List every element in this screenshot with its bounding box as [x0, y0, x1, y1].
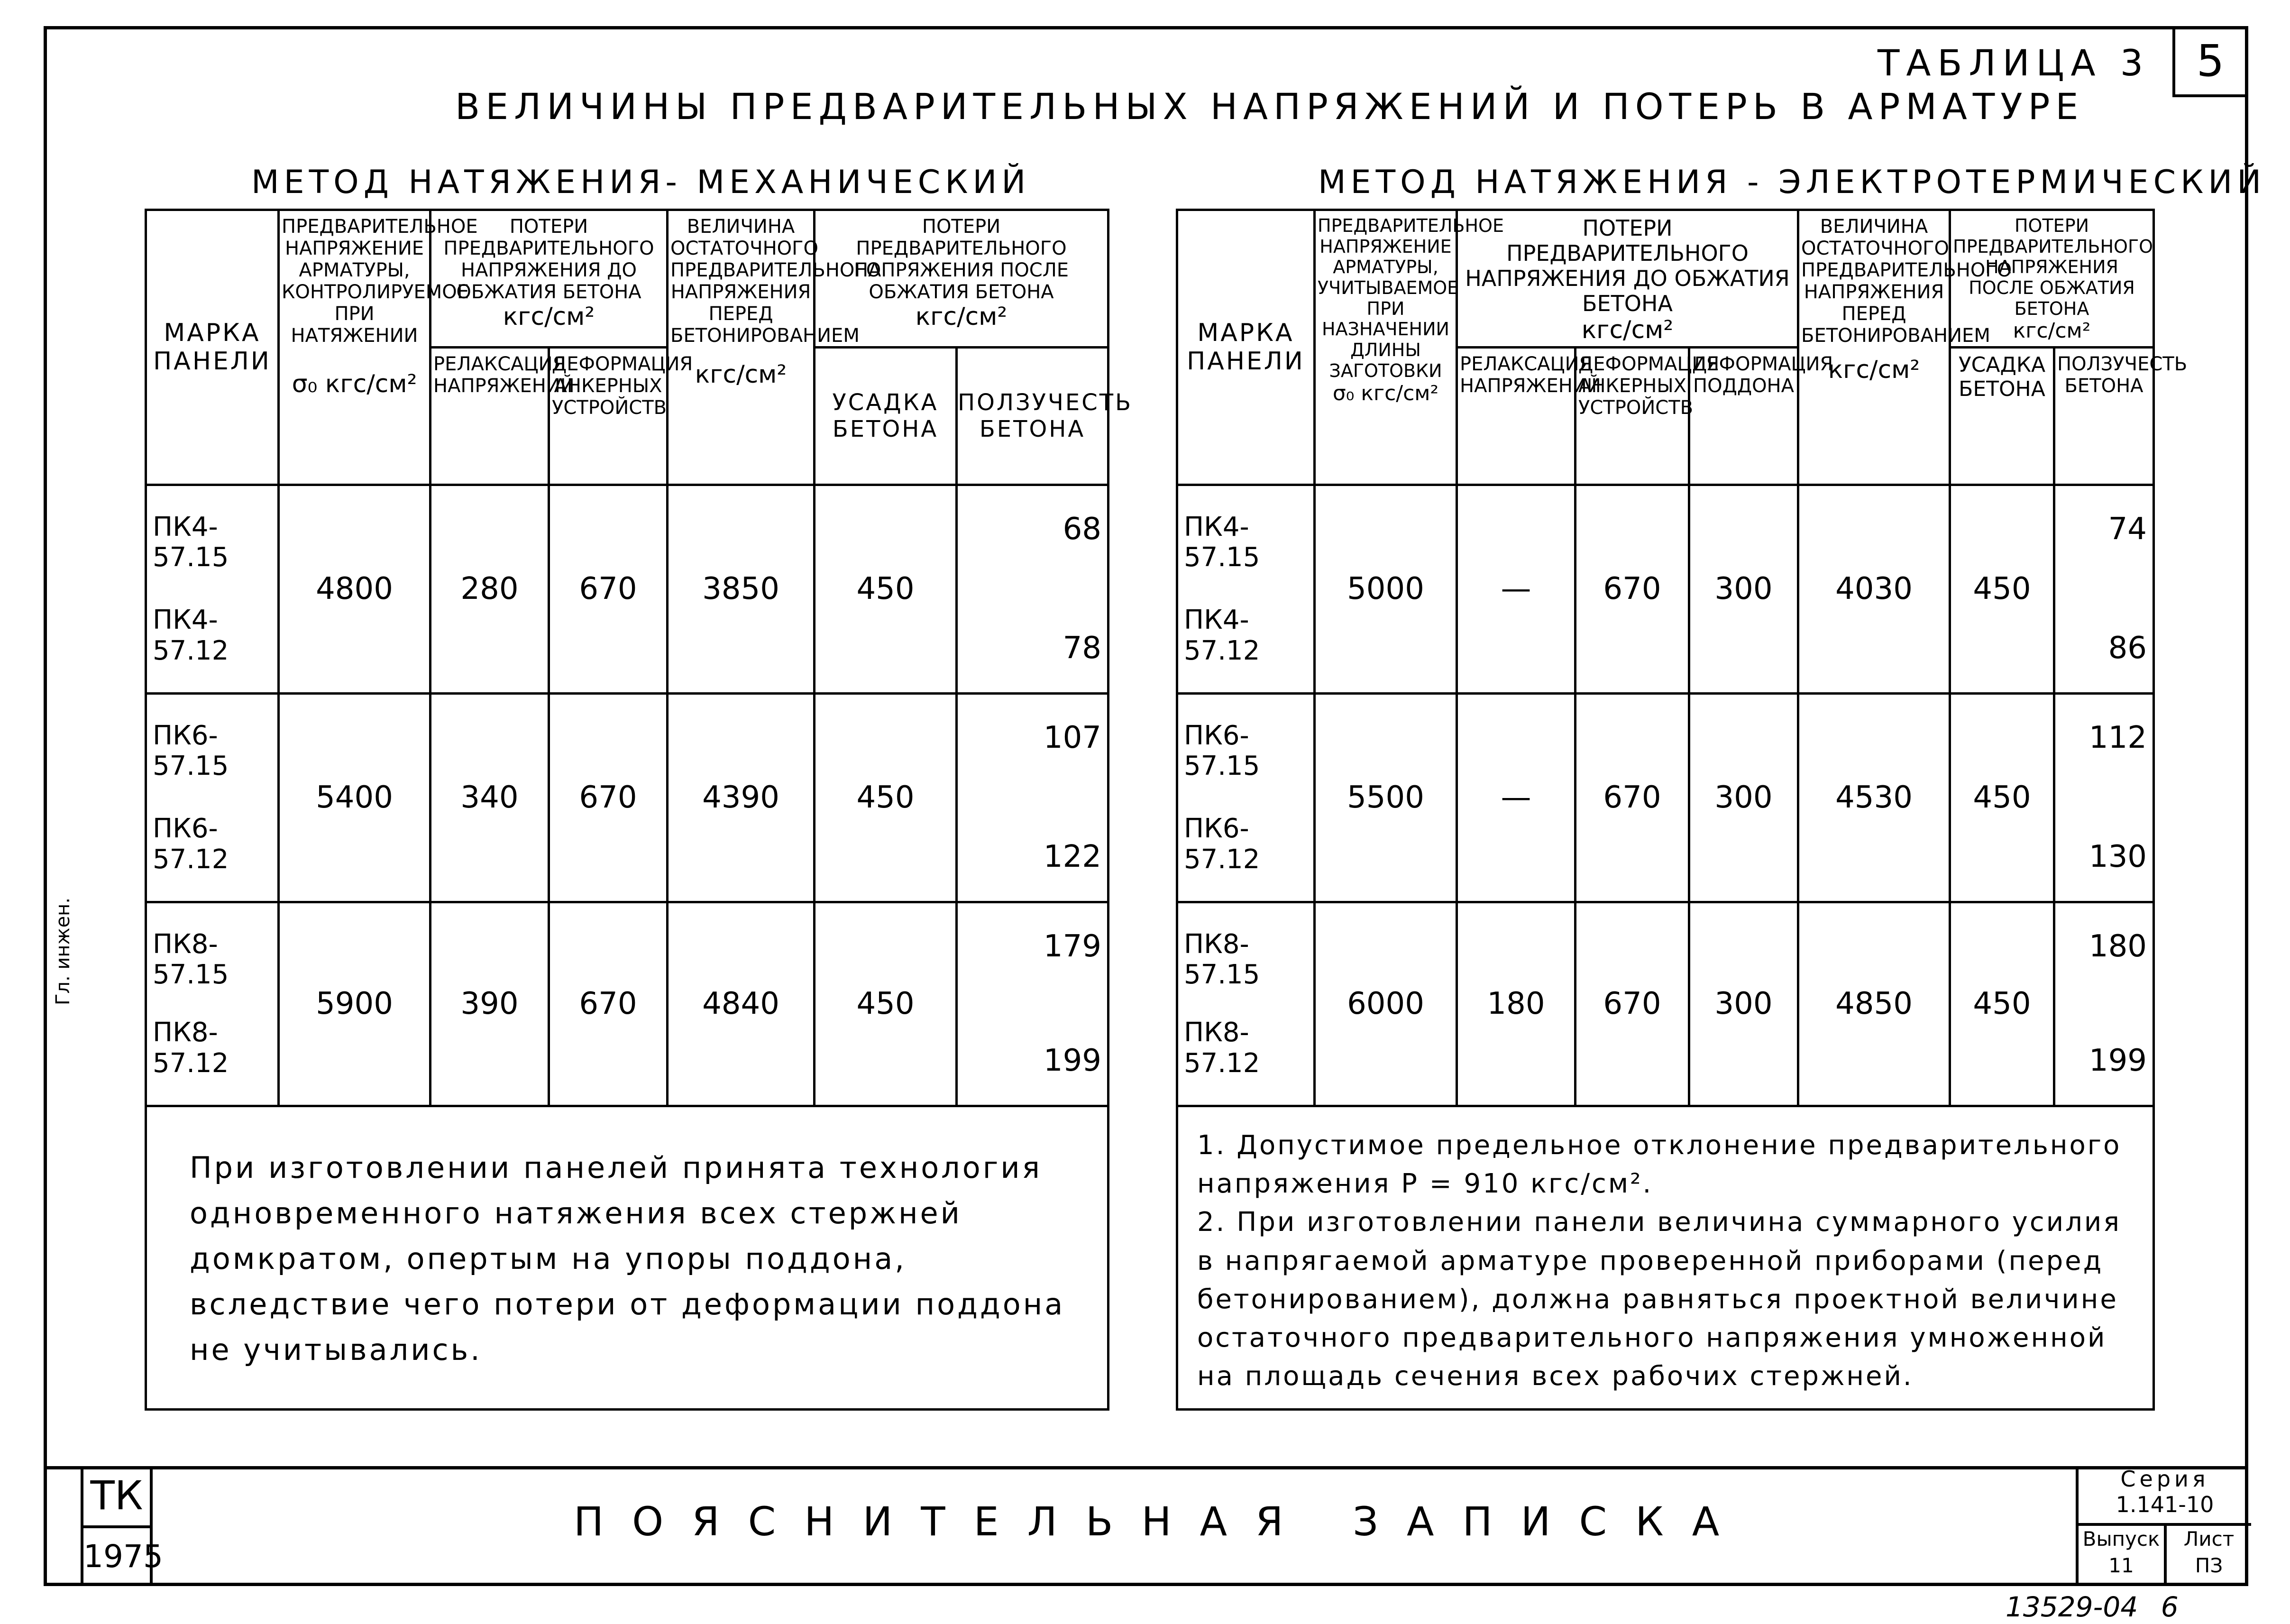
document-title: ПОЯСНИТЕЛЬНАЯ ЗАПИСКА [574, 1498, 1748, 1545]
tk-stamp [81, 1466, 163, 1586]
left-header-losses-before: ПОТЕРИ ПРЕДВАРИТЕЛЬНОГО НАПРЯЖЕНИЯ ДО ОБЖАТИЯ БЕТОНА кгс/см² [431, 210, 668, 348]
relax-value: — [1457, 485, 1576, 694]
prestress-value: 5900 [279, 902, 431, 1106]
left-note: При изготовлении панелей принята технология одновременного натяжения всех стержней домкратом, опертым на упоры поддона, вследствие чего потери от деформации поддона не учитывались. [146, 1106, 1108, 1410]
relax-value: 280 [431, 485, 549, 694]
sheet-number: 5 [2172, 26, 2248, 97]
pallet-value: 300 [1689, 485, 1798, 694]
right-header-prestress: ПРЕДВАРИТЕЛЬНОЕ НАПРЯЖЕНИЕ АРМАТУРЫ, УЧИТЫВАЕМОЕ ПРИ НАЗНАЧЕНИИ ДЛИНЫ ЗАГОТОВКИ σ₀ кгс/см² [1315, 210, 1457, 485]
shrink-value: 450 [815, 902, 957, 1106]
left-header-anchor: ДЕФОРМАЦИЯ АНКЕРНЫХ УСТРОЙСТВ [549, 348, 668, 485]
residual-value: 4850 [1798, 902, 1950, 1106]
right-header-losses-before: ПОТЕРИ ПРЕДВАРИТЕЛЬНОГО НАПРЯЖЕНИЯ ДО ОБЖАТИЯ БЕТОНА кгс/см² [1457, 210, 1798, 348]
table-row [146, 902, 1108, 1106]
prestress-value: 5400 [279, 694, 431, 902]
table-row [146, 694, 1108, 902]
right-header-pallet: ДЕФОРМАЦИЯ ПОДДОНА [1689, 348, 1798, 485]
left-header-residual: ВЕЛИЧИНА ОСТАТОЧНОГО ПРЕДВАРИТЕЛЬНОГО НАПРЯЖЕНИЯ ПЕРЕД БЕТОНИРОВАНИЕМ кгс/см² [668, 210, 815, 485]
table-row [1177, 485, 2154, 694]
left-table [145, 209, 1133, 1411]
creep-cell: 68 78 [957, 485, 1108, 694]
pallet-value: 300 [1689, 902, 1798, 1106]
anchor-value: 670 [549, 902, 668, 1106]
mark-cell: ПК4-57.15 ПК4-57.12 [1177, 485, 1315, 694]
issue-cell: Выпуск 11 [2079, 1526, 2167, 1586]
document-code: 13529-04 6 [2006, 1591, 2179, 1623]
side-signature-label: Гл. инжен. [52, 897, 74, 1005]
left-header-shrink: УСАДКА БЕТОНА [815, 348, 957, 485]
left-header-prestress: ПРЕДВАРИТЕЛЬНОЕ НАПРЯЖЕНИЕ АРМАТУРЫ, КОНТРОЛИРУЕМОЕ ПРИ НАТЯЖЕНИИ σ₀ кгс/см² [279, 210, 431, 485]
relax-value: 390 [431, 902, 549, 1106]
creep-cell: 180 199 [2054, 902, 2154, 1106]
right-notes [1177, 1106, 2154, 1410]
series-block [2076, 1466, 2251, 1586]
mark-cell: ПК8-57.15 ПК8-57.12 [1177, 902, 1315, 1106]
creep-cell: 112 130 [2054, 694, 2154, 902]
residual-value: 4390 [668, 694, 815, 902]
anchor-value: 670 [1576, 902, 1689, 1106]
right-header-relax: РЕЛАКСАЦИЯ НАПРЯЖЕНИЙ [1457, 348, 1576, 485]
prestress-value: 5500 [1315, 694, 1457, 902]
creep-cell: 74 86 [2054, 485, 2154, 694]
mark-cell: ПК4-57.15 ПК4-57.12 [146, 485, 279, 694]
right-note-1: 1. Допустимое предельное отклонение предварительного напряжения P = 910 кгс/см². [1197, 1130, 2122, 1200]
sheet-cell: Лист ПЗ [2183, 1527, 2235, 1577]
right-table [1176, 209, 2188, 1411]
left-header-mark: МАРКА ПАНЕЛИ [146, 210, 279, 485]
left-header-relax: РЕЛАКСАЦИЯ НАПРЯЖЕНИЙ [431, 348, 549, 485]
mark-cell: ПК6-57.15 ПК6-57.12 [146, 694, 279, 902]
table-row [1177, 694, 2154, 902]
residual-value: 4840 [668, 902, 815, 1106]
shrink-value: 450 [815, 485, 957, 694]
table-row [1177, 902, 2154, 1106]
left-header-creep: ПОЛЗУЧЕСТЬ БЕТОНА [957, 348, 1108, 485]
right-header-mark: МАРКА ПАНЕЛИ [1177, 210, 1315, 485]
table-label: ТАБЛИЦА 3 [1878, 42, 2150, 84]
shrink-value: 450 [1950, 485, 2054, 694]
prestress-value: 6000 [1315, 902, 1457, 1106]
anchor-value: 670 [549, 485, 668, 694]
right-method-title: МЕТОД НАТЯЖЕНИЯ - ЭЛЕКТРОТЕРМИЧЕСКИЙ [1318, 164, 2266, 201]
right-header-losses-after: ПОТЕРИ ПРЕДВАРИТЕЛЬНОГО НАПРЯЖЕНИЯ ПОСЛЕ ОБЖАТИЯ БЕТОНА кгс/см² [1950, 210, 2154, 348]
anchor-value: 670 [1576, 694, 1689, 902]
right-header-residual: ВЕЛИЧИНА ОСТАТОЧНОГО ПРЕДВАРИТЕЛЬНОГО НАПРЯЖЕНИЯ ПЕРЕД БЕТОНИРОВАНИЕМ кгс/см² [1798, 210, 1950, 485]
prestress-value: 4800 [279, 485, 431, 694]
tk-year: 1975 [83, 1538, 163, 1575]
left-method-title: МЕТОД НАТЯЖЕНИЯ- МЕХАНИЧЕСКИЙ [251, 164, 1031, 201]
tk-label: ТК [83, 1466, 150, 1528]
prestress-value: 5000 [1315, 485, 1457, 694]
table-row [146, 485, 1108, 694]
series-cell: Серия 1.141-10 [2079, 1466, 2251, 1526]
relax-value: 180 [1457, 902, 1576, 1106]
shrink-value: 450 [815, 694, 957, 902]
anchor-value: 670 [1576, 485, 1689, 694]
residual-value: 4030 [1798, 485, 1950, 694]
right-header-shrink: УСАДКА БЕТОНА [1950, 348, 2054, 485]
residual-value: 3850 [668, 485, 815, 694]
residual-value: 4530 [1798, 694, 1950, 902]
creep-cell: 107 122 [957, 694, 1108, 902]
mark-cell: ПК8-57.15 ПК8-57.12 [146, 902, 279, 1106]
shrink-value: 450 [1950, 902, 2054, 1106]
right-header-anchor: ДЕФОРМАЦИЯ АНКЕРНЫХ УСТРОЙСТВ [1576, 348, 1689, 485]
mark-cell: ПК6-57.15 ПК6-57.12 [1177, 694, 1315, 902]
anchor-value: 670 [549, 694, 668, 902]
relax-value: — [1457, 694, 1576, 902]
creep-cell: 179 199 [957, 902, 1108, 1106]
right-note-2: 2. При изготовлении панели величина суммарного усилия в напрягаемой арматуре проверенной приборами (перед бетонированием), должна равняться проектной величине остаточного предварительного напряжения умноженной на площадь сечения всех рабочих стержней. [1197, 1207, 2121, 1392]
relax-value: 340 [431, 694, 549, 902]
shrink-value: 450 [1950, 694, 2054, 902]
left-header-losses-after: ПОТЕРИ ПРЕДВАРИТЕЛЬНОГО НАПРЯЖЕНИЯ ПОСЛЕ ОБЖАТИЯ БЕТОНА кгс/см² [815, 210, 1108, 348]
page-title: ВЕЛИЧИНЫ ПРЕДВАРИТЕЛЬНЫХ НАПРЯЖЕНИЙ И ПОТЕРЬ В АРМАТУРЕ [455, 85, 2084, 128]
right-header-creep: ПОЛЗУЧЕСТЬ БЕТОНА [2054, 348, 2154, 485]
pallet-value: 300 [1689, 694, 1798, 902]
